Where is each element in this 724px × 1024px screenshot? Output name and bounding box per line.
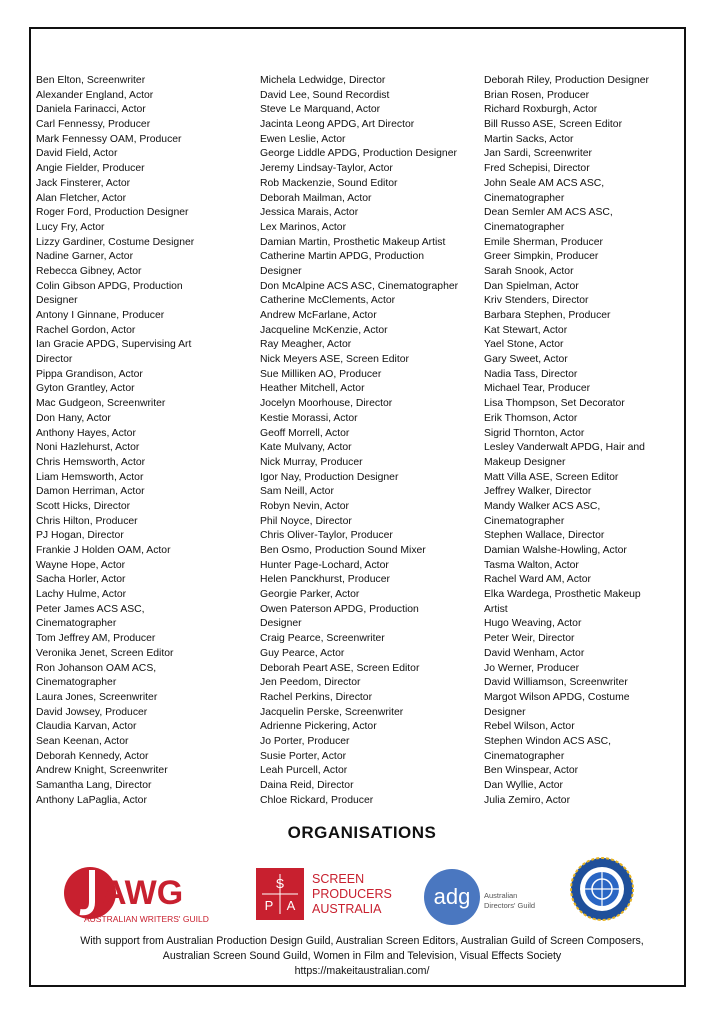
name-entry: Damian Walshe-Howling, Actor: [484, 545, 627, 556]
name-entry: Emile Sherman, Producer: [484, 236, 603, 248]
name-entry: Stephen Windon ACS ASC,: [484, 735, 612, 747]
name-entry: Anthony Hayes, Actor: [36, 427, 136, 439]
name-entry: Owen Paterson APDG, Production: [260, 603, 419, 615]
name-entry: Jack Finsterer, Actor: [36, 177, 131, 189]
name-entry: Andrew McFarlane, Actor: [260, 310, 377, 321]
name-entry: Lex Marinos, Actor: [260, 221, 347, 233]
name-entry: Georgie Parker, Actor: [260, 589, 360, 601]
name-entry: Phil Noyce, Director: [260, 515, 352, 527]
name-entry: Sigrid Thornton, Actor: [484, 427, 585, 439]
name-entry: Rachel Gordon, Actor: [36, 324, 136, 336]
name-entry: Tom Jeffrey AM, Producer: [36, 633, 156, 645]
name-entry: Jacqueline McKenzie, Actor: [260, 324, 388, 336]
name-entry: Claudia Karvan, Actor: [36, 721, 137, 733]
name-entry: Kestie Morassi, Actor: [260, 412, 358, 424]
name-entry: Deborah Kennedy, Actor: [36, 750, 149, 762]
name-entry: Ben Osmo, Production Sound Mixer: [260, 545, 426, 556]
name-entry: Jo Porter, Producer: [260, 735, 350, 747]
name-entry: Gyton Grantley, Actor: [36, 383, 135, 395]
name-entry: Designer: [484, 706, 526, 718]
spa-line-3: AUSTRALIA: [312, 902, 382, 916]
name-entry: Dan Spielman, Actor: [484, 280, 579, 292]
spa-logo: [256, 868, 396, 920]
name-entry: Ben Elton, Screenwriter: [36, 75, 146, 86]
name-entry: Chloe Rickard, Producer: [260, 794, 374, 806]
footer-line-1: With support from Australian Production Design Guild, Australian Screen Editors, Australian Guild of Screen Composers,: [80, 935, 644, 947]
name-entry: Craig Pearce, Screenwriter: [260, 633, 385, 645]
name-entry: Lizzy Gardiner, Costume Designer: [36, 236, 195, 248]
name-entry: Elka Wardega, Prosthetic Makeup: [484, 589, 641, 601]
names-column-1: [36, 74, 194, 808]
adg-line-1: Australian: [484, 891, 518, 900]
name-entry: Angie Fielder, Producer: [36, 163, 145, 175]
name-entry: Gary Sweet, Actor: [484, 354, 568, 366]
footer-url[interactable]: https://makeitaustralian.com/: [294, 965, 430, 977]
name-entry: Stephen Wallace, Director: [484, 530, 605, 542]
adg-logo: [418, 868, 548, 926]
organisations-heading: ORGANISATIONS: [287, 823, 437, 842]
name-entry: Margot Wilson APDG, Costume: [484, 691, 630, 703]
awg-logo: [62, 862, 240, 924]
name-entry: Designer: [260, 618, 302, 630]
footer-line-2: Australian Screen Sound Guild, Women in Film and Television, Visual Effects Society: [162, 950, 562, 962]
name-entry: Geoff Morrell, Actor: [260, 427, 350, 439]
name-entry: Liam Hemsworth, Actor: [36, 471, 144, 483]
awg-subtitle: AUSTRALIAN WRITERS' GUILD: [84, 914, 209, 924]
name-entry: David Jowsey, Producer: [36, 706, 148, 718]
entertainment-alliance-badge-icon: [570, 857, 634, 921]
name-entry: Kat Stewart, Actor: [484, 324, 568, 336]
name-entry: Alexander England, Actor: [36, 89, 154, 101]
name-entry: Jan Sardi, Screenwriter: [484, 148, 592, 160]
name-entry: Anthony LaPaglia, Actor: [36, 794, 147, 806]
names-column-2: [260, 74, 458, 808]
name-entry: Deborah Peart ASE, Screen Editor: [260, 662, 420, 674]
adg-line-2: Directors' Guild: [484, 901, 536, 910]
name-entry: Sue Milliken AO, Producer: [260, 368, 382, 380]
name-entry: Erik Thomson, Actor: [484, 412, 578, 424]
name-entry: David Williamson, Screenwriter: [484, 677, 628, 689]
name-entry: Nadia Tass, Director: [484, 368, 578, 380]
name-entry: Matt Villa ASE, Screen Editor: [484, 471, 619, 483]
name-entry: Hugo Weaving, Actor: [484, 618, 582, 630]
name-entry: Sarah Snook, Actor: [484, 265, 574, 277]
name-entry: Jacinta Leong APDG, Art Director: [260, 119, 415, 131]
name-entry: Rebecca Gibney, Actor: [36, 265, 142, 277]
name-entry: Andrew Knight, Screenwriter: [36, 765, 168, 777]
name-entry: Adrienne Pickering, Actor: [260, 721, 377, 733]
name-entry: Kriv Stenders, Director: [484, 295, 589, 307]
name-entry: Heather Mitchell, Actor: [260, 383, 365, 395]
name-entry: Wayne Hope, Actor: [36, 559, 126, 571]
name-entry: Julia Zemiro, Actor: [484, 794, 571, 806]
name-entry: Peter Weir, Director: [484, 633, 575, 645]
spa-line-2: PRODUCERS: [312, 887, 392, 901]
name-entry: Nadine Garner, Actor: [36, 251, 134, 263]
name-entry: Sam Neill, Actor: [260, 486, 334, 498]
name-entry: Mac Gudgeon, Screenwriter: [36, 398, 166, 410]
name-entry: Dan Wyllie, Actor: [484, 780, 564, 791]
name-entry: Jo Werner, Producer: [484, 662, 580, 674]
name-entry: Deborah Riley, Production Designer: [484, 75, 649, 86]
name-entry: Lachy Hulme, Actor: [36, 589, 127, 601]
name-entry: Chris Hilton, Producer: [36, 515, 138, 527]
footer-credits: [0, 934, 724, 979]
name-entry: Richard Roxburgh, Actor: [484, 104, 598, 116]
name-entry: Daniela Farinacci, Actor: [36, 104, 146, 116]
name-entry: Nick Meyers ASE, Screen Editor: [260, 354, 409, 366]
name-entry: Cinematographer: [484, 192, 565, 204]
name-entry: Damon Herriman, Actor: [36, 486, 145, 498]
name-entry: Peter James ACS ASC,: [36, 603, 145, 615]
name-entry: Steve Le Marquand, Actor: [260, 104, 381, 116]
name-entry: Catherine McClements, Actor: [260, 295, 396, 307]
name-entry: Don Hany, Actor: [36, 412, 111, 424]
name-entry: Sean Keenan, Actor: [36, 735, 129, 747]
name-entry: Artist: [484, 603, 508, 615]
names-column-3: [484, 74, 649, 808]
name-entry: Jessica Marais, Actor: [260, 207, 359, 219]
name-entry: Antony I Ginnane, Producer: [36, 310, 165, 321]
name-entry: Makeup Designer: [484, 456, 566, 468]
name-entry: Ben Winspear, Actor: [484, 765, 579, 777]
name-entry: Ian Gracie APDG, Supervising Art: [36, 339, 192, 351]
name-entry: Don McAlpine ACS ASC, Cinematographer: [260, 280, 459, 292]
name-entry: Dean Semler AM ACS ASC,: [484, 207, 613, 219]
spa-letter-a: A: [286, 898, 296, 913]
name-entry: Jeremy Lindsay-Taylor, Actor: [260, 163, 393, 175]
awg-mark: AWG: [102, 874, 184, 912]
name-entry: Alan Fletcher, Actor: [36, 192, 127, 204]
name-entry: Jen Peedom, Director: [260, 677, 361, 689]
name-entry: Brian Rosen, Producer: [484, 89, 590, 101]
name-entry: Lucy Fry, Actor: [36, 221, 105, 233]
name-entry: Daina Reid, Director: [260, 780, 354, 791]
name-entry: Damian Martin, Prosthetic Makeup Artist: [260, 236, 446, 248]
name-entry: Ron Johanson OAM ACS,: [36, 662, 157, 674]
name-entry: David Wenham, Actor: [484, 647, 585, 659]
name-entry: Cinematographer: [36, 618, 117, 630]
name-entry: Lisa Thompson, Set Decorator: [484, 398, 625, 410]
name-entry: Rebel Wilson, Actor: [484, 721, 575, 733]
name-entry: Michael Tear, Producer: [484, 383, 591, 395]
name-entry: George Liddle APDG, Production Designer: [260, 148, 457, 160]
name-entry: Barbara Stephen, Producer: [484, 310, 611, 321]
name-entry: Colin Gibson APDG, Production: [36, 280, 183, 292]
name-entry: Michela Ledwidge, Director: [260, 75, 386, 86]
name-entry: Director: [36, 354, 73, 366]
name-entry: Leah Purcell, Actor: [260, 765, 348, 777]
name-entry: Ewen Leslie, Actor: [260, 133, 346, 145]
name-entry: Rachel Ward AM, Actor: [484, 574, 592, 586]
name-entry: Jocelyn Moorhouse, Director: [260, 398, 393, 410]
name-entry: Roger Ford, Production Designer: [36, 207, 189, 219]
name-entry: David Lee, Sound Recordist: [260, 89, 390, 101]
spa-line-1: SCREEN: [312, 872, 365, 886]
name-entry: Robyn Nevin, Actor: [260, 500, 349, 512]
name-entry: Designer: [260, 265, 302, 277]
name-entry: Rob Mackenzie, Sound Editor: [260, 177, 398, 189]
name-entry: PJ Hogan, Director: [36, 530, 124, 542]
name-entry: Designer: [36, 295, 78, 307]
name-entry: Cinematographer: [36, 677, 117, 689]
name-entry: Cinematographer: [484, 221, 565, 233]
name-entry: Helen Panckhurst, Producer: [260, 574, 390, 586]
name-entry: Pippa Grandison, Actor: [36, 368, 143, 380]
name-entry: Susie Porter, Actor: [260, 750, 347, 762]
name-entry: Ray Meagher, Actor: [260, 339, 352, 351]
name-entry: Bill Russo ASE, Screen Editor: [484, 119, 623, 131]
name-entry: Mandy Walker ACS ASC,: [484, 500, 601, 512]
name-entry: John Seale AM ACS ASC,: [484, 177, 605, 189]
name-entry: Martin Sacks, Actor: [484, 133, 574, 145]
name-entry: Tasma Walton, Actor: [484, 559, 579, 571]
name-entry: Veronika Jenet, Screen Editor: [36, 647, 174, 659]
name-entry: Samantha Lang, Director: [36, 780, 152, 791]
name-entry: Jacquelin Perske, Screenwriter: [260, 706, 404, 718]
name-entry: Lesley Vanderwalt APDG, Hair and: [484, 442, 645, 454]
name-entry: Cinematographer: [484, 515, 565, 527]
name-entry: Greer Simpkin, Producer: [484, 251, 599, 263]
name-entry: Catherine Martin APDG, Production: [260, 251, 425, 263]
name-entry: Igor Nay, Production Designer: [260, 471, 399, 483]
name-entry: Sacha Horler, Actor: [36, 574, 126, 586]
spa-letter-s: S: [275, 876, 285, 891]
name-entry: Yael Stone, Actor: [484, 339, 564, 351]
name-entry: Jeffrey Walker, Director: [484, 486, 592, 498]
name-entry: Deborah Mailman, Actor: [260, 192, 372, 204]
name-entry: Cinematographer: [484, 750, 565, 762]
name-entry: Frankie J Holden OAM, Actor: [36, 545, 171, 556]
name-entry: Kate Mulvany, Actor: [260, 442, 352, 454]
name-entry: Fred Schepisi, Director: [484, 163, 590, 175]
name-entry: Carl Fennessy, Producer: [36, 119, 151, 131]
name-entry: Chris Oliver-Taylor, Producer: [260, 530, 393, 542]
name-entry: Rachel Perkins, Director: [260, 691, 373, 703]
name-entry: Guy Pearce, Actor: [260, 647, 345, 659]
name-entry: David Field, Actor: [36, 148, 118, 160]
name-entry: Chris Hemsworth, Actor: [36, 456, 146, 468]
name-entry: Scott Hicks, Director: [36, 500, 131, 512]
name-entry: Mark Fennessy OAM, Producer: [36, 133, 182, 145]
spa-letter-p: P: [264, 898, 274, 913]
name-entry: Nick Murray, Producer: [260, 456, 363, 468]
name-entry: Laura Jones, Screenwriter: [36, 691, 158, 703]
name-entry: Noni Hazlehurst, Actor: [36, 442, 140, 454]
name-entry: Hunter Page-Lochard, Actor: [260, 559, 389, 571]
adg-mark: adg: [433, 884, 471, 909]
